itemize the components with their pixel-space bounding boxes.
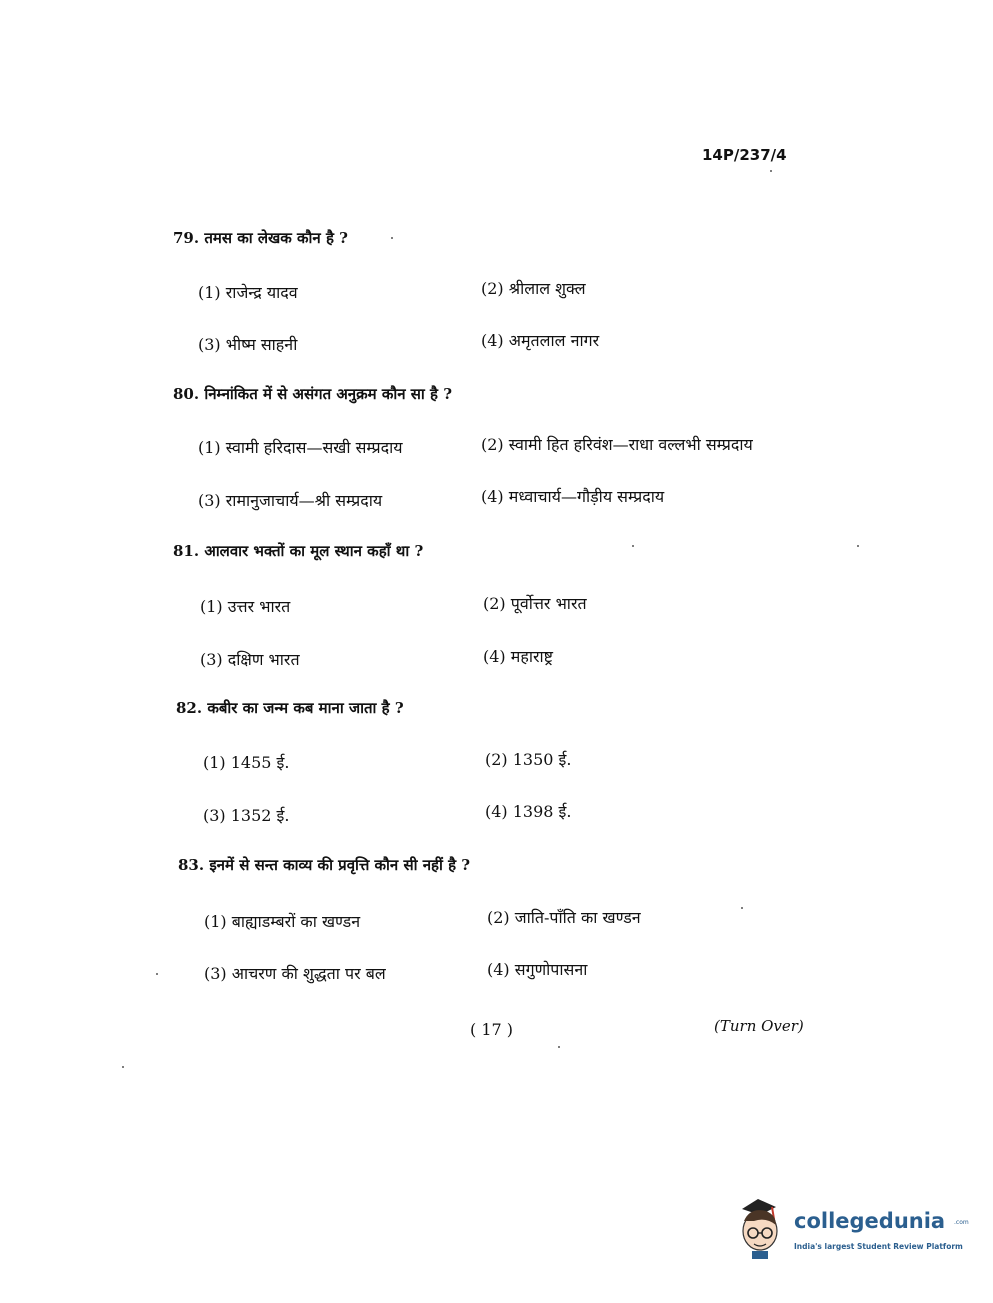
mascot-logo-icon [736,1195,792,1259]
option-4: (4) मध्वाचार्य—गौड़ीय सम्प्रदाय [481,487,665,506]
page-number: ( 17 ) [470,1020,514,1039]
option-1: (1) बाह्याडम्बरों का खण्डन [204,912,361,931]
option-4: (4) 1398 ई. [485,802,572,821]
question-text: 79. तमस का लेखक कौन है ? [173,229,348,247]
option-2: (2) 1350 ई. [485,750,572,769]
scan-speck [857,545,859,547]
brand-name: collegedunia [794,1209,946,1233]
option-2: (2) जाति-पाँति का खण्डन [487,908,641,927]
scan-speck [632,545,634,547]
option-2: (2) पूर्वोत्तर भारत [483,594,587,613]
question-text: 81. आलवार भक्तों का मूल स्थान कहाँ था ? [173,542,424,560]
scan-speck [770,170,772,172]
option-4: (4) अमृतलाल नागर [481,331,600,350]
option-3: (3) भीष्म साहनी [198,335,298,354]
collegedunia-watermark [736,1195,969,1265]
option-2: (2) स्वामी हित हरिवंश—राधा वल्लभी सम्प्रदाय [481,435,753,454]
option-4: (4) सगुणोपासना [487,960,588,979]
option-3: (3) रामानुजाचार्य—श्री सम्प्रदाय [198,491,383,510]
scan-speck [558,1046,560,1048]
question-text: 83. इनमें से सन्त काव्य की प्रवृत्ति कौन सी नहीं है ? [178,856,471,874]
scan-speck [156,973,158,975]
question-text: 82. कबीर का जन्म कब माना जाता है ? [176,699,404,717]
option-1: (1) उत्तर भारत [200,597,291,616]
turn-over-note: (Turn Over) [714,1017,804,1035]
question-text: 80. निम्नांकित में से असंगत अनुक्रम कौन सा है ? [173,385,453,403]
paper-code: 14P/237/4 [702,146,787,164]
option-1: (1) राजेन्द्र यादव [198,283,298,302]
option-4: (4) महाराष्ट्र [483,647,553,666]
scan-speck [741,907,743,909]
scan-speck [122,1066,124,1068]
brand-tagline: India's largest Student Review Platform [794,1242,963,1251]
brand-suffix: .com [954,1219,969,1226]
option-3: (3) आचरण की शुद्धता पर बल [204,964,386,983]
option-2: (2) श्रीलाल शुक्ल [481,279,586,298]
option-3: (3) 1352 ई. [203,806,290,825]
option-1: (1) 1455 ई. [203,753,290,772]
option-1: (1) स्वामी हरिदास—सखी सम्प्रदाय [198,438,403,457]
scan-speck [391,237,393,239]
option-3: (3) दक्षिण भारत [200,650,300,669]
